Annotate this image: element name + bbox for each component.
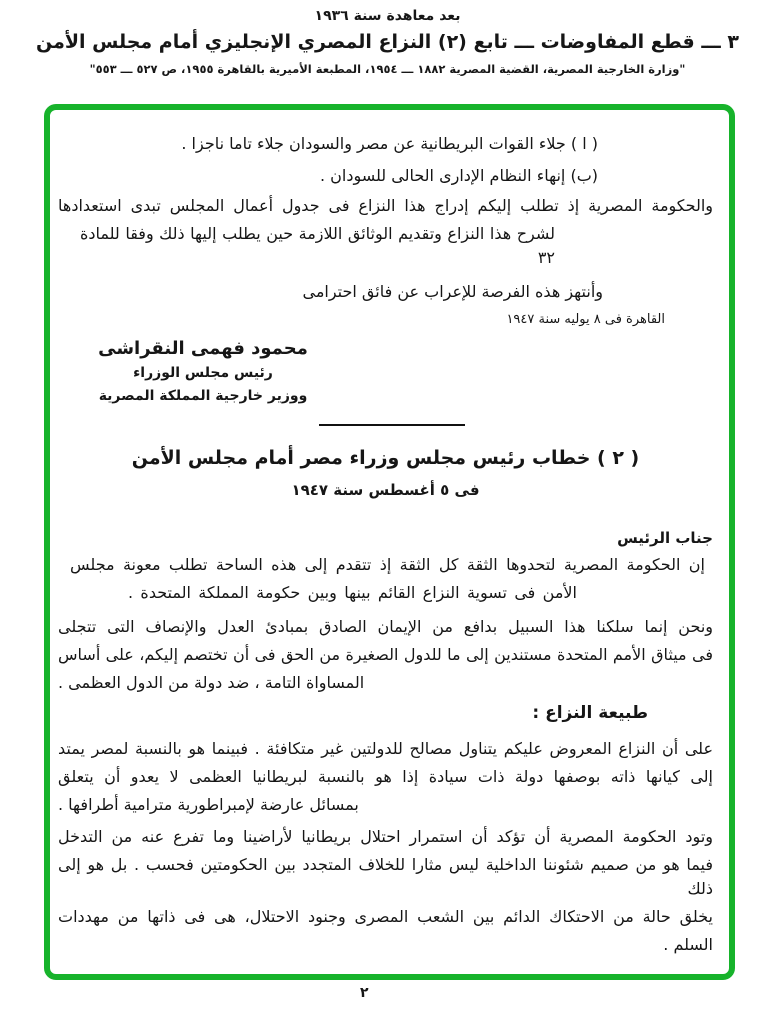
salutation-line: جناب الرئيس (617, 529, 713, 547)
paragraph-line: لشرح هذا النزاع وتقديم الوثائق اللازمة حين يطلب إليها ذلك وفقا للمادة ٣٢ (80, 224, 555, 267)
page-number: ٢ (360, 985, 369, 1001)
paragraph-line: على أن النزاع المعروض عليكم يتناول مصالح للدولتين غير متكافئة . فبينما هو بالنسبة لمصر يمتد (58, 739, 713, 758)
paragraph-line: الأمن فى تسوية النزاع القائم بينها وبين حكومة المملكة المتحدة . (128, 583, 577, 602)
paragraph-line: إن الحكومة المصرية لتحدوها الثقة كل الثقة إذ تتقدم إلى هذه الساحة تطلب معونة مجلس (70, 555, 705, 574)
paragraph-line: إلى كيانها ذاته بوصفها دولة ذات سيادة إذا هو بالنسبة لبريطانيا العظمى لا يعدو أن يتعلق (58, 767, 713, 786)
paragraph-line: المساواة التامة ، ضد دولة من الدول العظمى . (58, 673, 365, 692)
paragraph-line: يخلق حالة من الاحتكاك الدائم بين الشعب المصرى وجنود الاحتلال، هى فى ذاتها من مهددات (58, 907, 713, 926)
paragraph-line: ونحن إنما سلكنا هذا السبيل بدافع من الإيمان الصادق بمبادئ العدل والإنصاف التى تتجلى (58, 617, 713, 636)
letter-content (58, 132, 713, 957)
header-title-line: ٣ ـــ قطع المفاوضات ـــ تابع (٢) النزاع المصري الإنجليزي أمام مجلس الأمن (35, 31, 740, 53)
header-treaty-line: بعد معاهدة سنة ١٩٣٦ (314, 8, 461, 24)
paragraph-line: وتود الحكومة المصرية أن تؤكد أن استمرار احتلال بريطانيا لأراضينا وما تفرع عنه من التدخل (58, 827, 713, 846)
header-citation-line: "وزارة الخارجية المصرية، القضية المصرية ١٨٨٢ ـــ ١٩٥٤، المطبعة الأميرية بالقاهرة ١٩٥٥، ص ٥٢٧ ـــ ٥٥٣" (89, 62, 686, 76)
paragraph-line: بمسائل عارضة لإمبراطورية مترامية أطرافها . (58, 795, 359, 814)
list-item-b: (ب) إنهاء النظام الإدارى الحالى للسودان . (319, 166, 598, 185)
section-2-date: فى ٥ أغسطس سنة ١٩٤٧ (291, 481, 480, 499)
signature-block (78, 336, 328, 408)
place-date-line: القاهرة فى ٨ يوليه سنة ١٩٤٧ (506, 312, 665, 327)
paragraph-line: والحكومة المصرية إذ تطلب إليكم إدراج هذا النزاع فى جدول أعمال المجلس تبدى استعدادها (58, 196, 713, 215)
signature-name: محمود فهمى النقراشى (98, 338, 308, 359)
signature-title-foreign-minister: ووزير خارجية المملكة المصرية (98, 388, 308, 404)
signature-title-prime-minister: رئيس مجلس الوزراء (133, 365, 273, 381)
closing-courtesy-line: وأنتهز هذه الفرصة للإعراب عن فائق احترامى (302, 282, 603, 301)
section-2-title: ( ٢ ) خطاب رئيس مجلس وزراء مصر أمام مجلس الأمن (131, 447, 640, 469)
paragraph-line: فيما هو من صميم شئوننا الداخلية ليس مثارا للخلاف المتجدد بين الحكومتين فحسب . بل هو إلى ذلك (58, 855, 713, 898)
paragraph-line: السلم . (663, 935, 713, 954)
section-divider-rule (319, 424, 465, 426)
paragraph-line: فى ميثاق الأمم المتحدة مستندين إلى ما للدول الصغيرة من الحق فى أن تختصم إليكم، على أساس (58, 645, 713, 664)
subheading-nature-of-dispute: طبيعة النزاع : (532, 703, 648, 723)
list-item-a: ( ا ) جلاء القوات البريطانية عن مصر والسودان جلاء تاما ناجزا . (181, 134, 598, 153)
document-header (0, 8, 775, 76)
